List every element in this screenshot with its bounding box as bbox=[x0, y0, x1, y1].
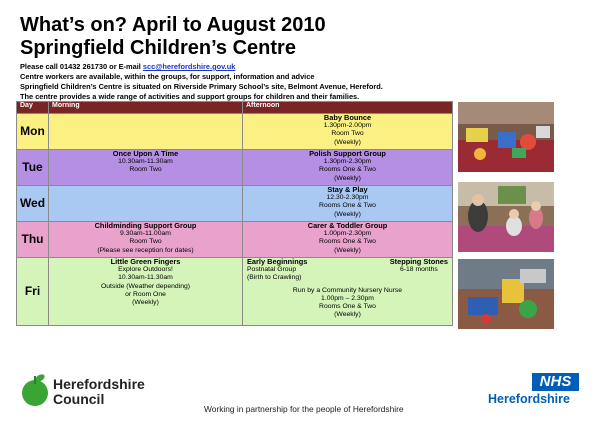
fri-afternoon-details bbox=[243, 287, 452, 320]
photo-children-reading bbox=[458, 182, 554, 252]
activity-line: Postnatal Group bbox=[247, 266, 297, 274]
activity-title: Once Upon A Time bbox=[112, 149, 179, 158]
council-logo-line2: Council bbox=[53, 391, 105, 407]
council-logo-line1: Herefordshire bbox=[53, 376, 145, 392]
activity-room: Room Two bbox=[331, 130, 364, 138]
activity-time: 10.30am-11.30am bbox=[118, 274, 173, 282]
activity-frequency: (Weekly) bbox=[334, 138, 361, 146]
activity-title: Carer & Toddler Group bbox=[307, 221, 388, 230]
activity-room: Room Two bbox=[129, 166, 162, 174]
info-block bbox=[20, 62, 383, 102]
photo-baby-play-area bbox=[458, 102, 554, 172]
header-morning: Morning bbox=[49, 102, 243, 114]
day-label-fri: Fri bbox=[17, 258, 49, 326]
activity-line: (Birth to Crawling) bbox=[247, 274, 302, 282]
activity-title: Stay & Play bbox=[327, 185, 368, 194]
activity-note: (Please see reception for dates) bbox=[97, 246, 194, 254]
activity-title: Early Beginnings bbox=[247, 257, 308, 266]
day-label-thu: Thu bbox=[17, 222, 49, 258]
activity-line: Explore Outdoors! bbox=[118, 266, 173, 274]
activity-frequency: (Weekly) bbox=[334, 174, 361, 182]
activity-title: Little Green Fingers bbox=[110, 257, 181, 266]
fri-afternoon-groups bbox=[243, 258, 452, 283]
row-wednesday bbox=[17, 186, 453, 222]
stepping-stones-block bbox=[390, 258, 448, 283]
row-monday bbox=[17, 114, 453, 150]
contact-email-link[interactable]: scc@herefordshire.gov.uk bbox=[142, 62, 236, 71]
activity-age: 6-18 months bbox=[399, 266, 438, 274]
schedule-table bbox=[16, 101, 453, 326]
activity-frequency: (Weekly) bbox=[132, 299, 159, 307]
activity-frequency: (Weekly) bbox=[334, 311, 361, 319]
row-thursday bbox=[17, 222, 453, 258]
activity-time: 10.30am-11.30am bbox=[118, 158, 173, 166]
wed-afternoon-cell bbox=[243, 186, 453, 222]
activity-room: Rooms One & Two bbox=[319, 238, 376, 246]
activity-time: 9.30am-11.00am bbox=[120, 230, 171, 238]
fri-morning-cell bbox=[49, 258, 243, 326]
row-tuesday bbox=[17, 150, 453, 186]
schedule-header-row bbox=[17, 102, 453, 114]
info-line-4: The centre provides a wide range of activities and support groups for children and their families. bbox=[20, 92, 360, 101]
activity-time: 1.30pm-2.30pm bbox=[323, 158, 372, 166]
nhs-logo: NHS bbox=[532, 373, 579, 391]
mon-morning-cell bbox=[49, 114, 243, 150]
activity-line: Outside (Weather depending) bbox=[100, 282, 191, 290]
activity-line: or Room One bbox=[125, 290, 166, 298]
activity-time: 12.30-2.30pm bbox=[326, 194, 369, 202]
activity-line: Run by a Community Nursery Nurse bbox=[292, 286, 403, 294]
early-beginnings-block bbox=[247, 258, 307, 283]
photo-toys-on-floor bbox=[458, 259, 554, 329]
day-label-tue: Tue bbox=[17, 150, 49, 186]
header-afternoon: Afternoon bbox=[243, 102, 453, 114]
day-label-mon: Mon bbox=[17, 114, 49, 150]
activity-title: Baby Bounce bbox=[323, 113, 372, 122]
activity-time: 1.00pm – 2.30pm bbox=[321, 294, 374, 302]
activity-frequency: (Weekly) bbox=[334, 246, 361, 254]
header-day: Day bbox=[17, 102, 49, 114]
mon-afternoon-cell bbox=[243, 114, 453, 150]
info-line-2: Centre workers are available, within the groups, for support, information and advice bbox=[20, 72, 315, 81]
wed-morning-cell bbox=[49, 186, 243, 222]
partnership-text: Working in partnership for the people of Herefordshire bbox=[204, 404, 404, 414]
thu-morning-cell bbox=[49, 222, 243, 258]
page-title: What’s on? April to August 2010 bbox=[20, 14, 326, 36]
activity-time: 1.00pm-2.30pm bbox=[323, 230, 372, 238]
nhs-place-name: Herefordshire bbox=[488, 392, 570, 406]
row-friday bbox=[17, 258, 453, 326]
activity-frequency: (Weekly) bbox=[334, 210, 361, 218]
tue-afternoon-cell bbox=[243, 150, 453, 186]
thu-afternoon-cell bbox=[243, 222, 453, 258]
activity-title: Polish Support Group bbox=[309, 149, 386, 158]
tue-morning-cell bbox=[49, 150, 243, 186]
contact-line bbox=[20, 62, 383, 72]
activity-room: Rooms One & Two bbox=[319, 166, 376, 174]
fri-afternoon-cell bbox=[243, 258, 453, 326]
activity-title: Stepping Stones bbox=[389, 257, 448, 266]
activity-room: Rooms One & Two bbox=[319, 303, 376, 311]
activity-time: 1.30pm-2.00pm bbox=[323, 122, 372, 130]
page-subtitle: Springfield Children’s Centre bbox=[20, 37, 296, 59]
day-label-wed: Wed bbox=[17, 186, 49, 222]
info-line-3: Springfield Children’s Centre is situated on Riverside Primary School’s site, Belmont Avenue, Hereford. bbox=[20, 82, 383, 91]
activity-room: Room Two bbox=[129, 238, 162, 246]
contact-prefix: Please call 01432 261730 or E-mail bbox=[20, 62, 143, 71]
activity-title: Childminding Support Group bbox=[94, 221, 197, 230]
activity-room: Rooms One & Two bbox=[319, 202, 376, 210]
council-logo-text bbox=[53, 377, 145, 407]
